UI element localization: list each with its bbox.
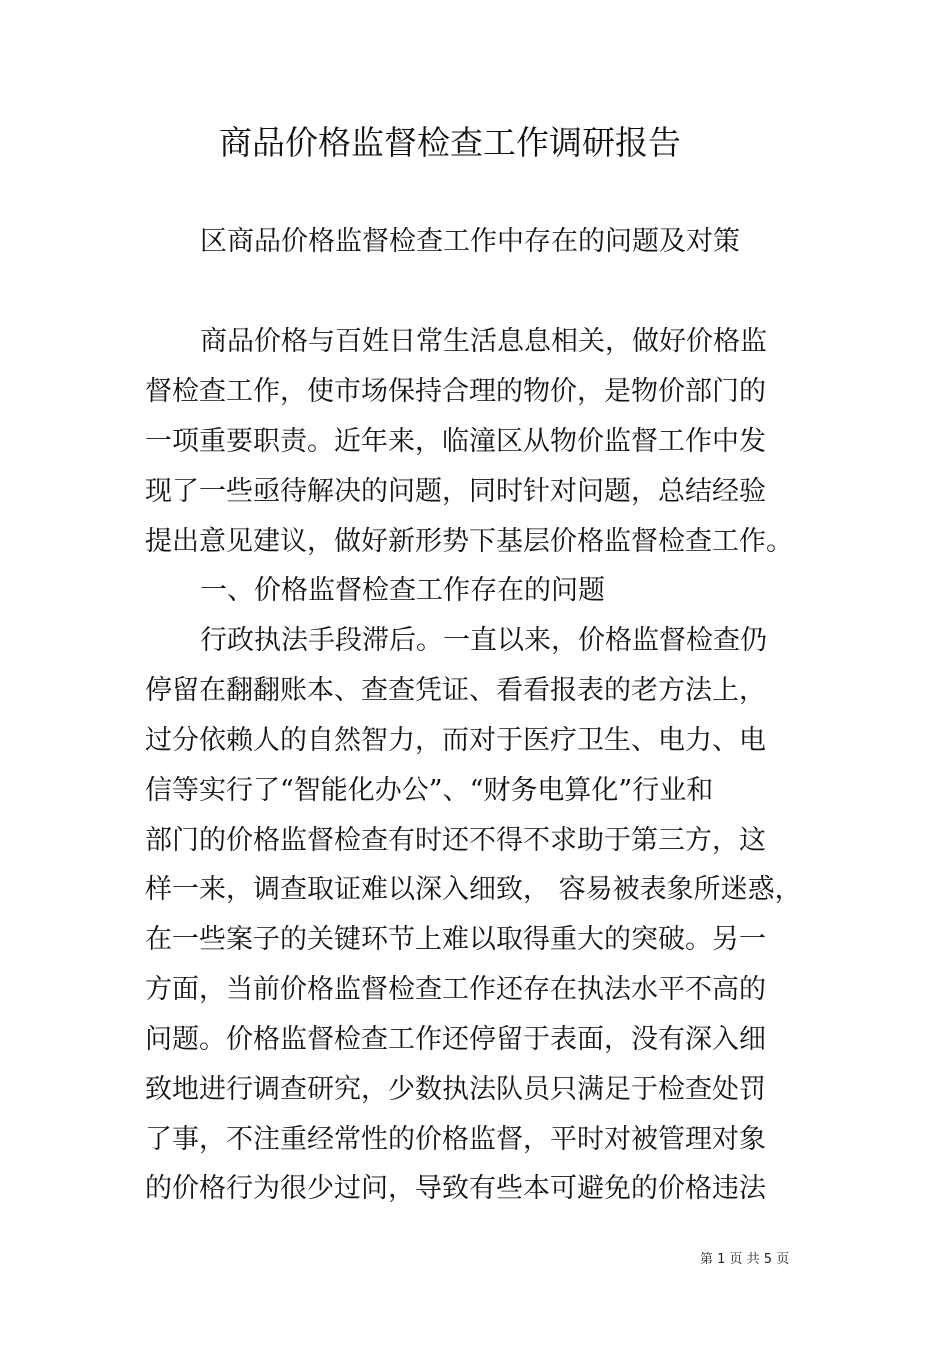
paragraph-line: 了事，不注重经常性的价格监督，平时对被管理对象 (145, 1124, 766, 1155)
paragraph-line: 信等实行了“智能化办公”、“财务电算化”行业和 (145, 775, 714, 806)
paragraph-line: 方面，当前价格监督检查工作还存在执法水平不高的 (145, 974, 766, 1005)
paragraph-line: 商品价格与百姓日常生活息息相关，做好价格监 (200, 326, 767, 357)
paragraph-line: 部门的价格监督检查有时还不得不求助于第三方，这 (145, 825, 766, 856)
paragraph-line: 致地进行调查研究，少数执法队员只满足于检查处罚 (145, 1074, 766, 1105)
paragraph-line: 现了一些亟待解决的问题，同时针对问题，总结经验 (145, 476, 766, 507)
page-number-footer: 第 1 页 共 5 页 (700, 1252, 790, 1267)
document-subtitle: 区商品价格监督检查工作中存在的问题及对策 (200, 226, 740, 257)
paragraph-line: 样一来，调查取证难以深入细致， 容易被表象所迷惑， (145, 874, 802, 905)
paragraph-line: 一项重要职责。近年来，临潼区从物价监督工作中发 (145, 426, 766, 457)
paragraph-line: 行政执法手段滞后。一直以来，价格监督检查仍 (200, 625, 767, 656)
paragraph-line: 问题。价格监督检查工作还停留于表面，没有深入细 (145, 1024, 766, 1055)
paragraph-line: 在一些案子的关键环节上难以取得重大的突破。另一 (145, 924, 766, 955)
paragraph-line: 提出意见建议，做好新形势下基层价格监督检查工作。 (145, 526, 793, 557)
paragraph-line: 督检查工作，使市场保持合理的物价，是物价部门的 (145, 376, 766, 407)
document-title: 商品价格监督检查工作调研报告 (219, 123, 681, 162)
paragraph-line: 停留在翻翻账本、查查凭证、看看报表的老方法上， (145, 675, 766, 706)
section-heading: 一、价格监督检查工作存在的问题 (200, 575, 605, 606)
paragraph-line: 的价格行为很少过问，导致有些本可避免的价格违法 (145, 1173, 766, 1204)
paragraph-line: 过分依赖人的自然智力，而对于医疗卫生、电力、电 (145, 725, 766, 756)
